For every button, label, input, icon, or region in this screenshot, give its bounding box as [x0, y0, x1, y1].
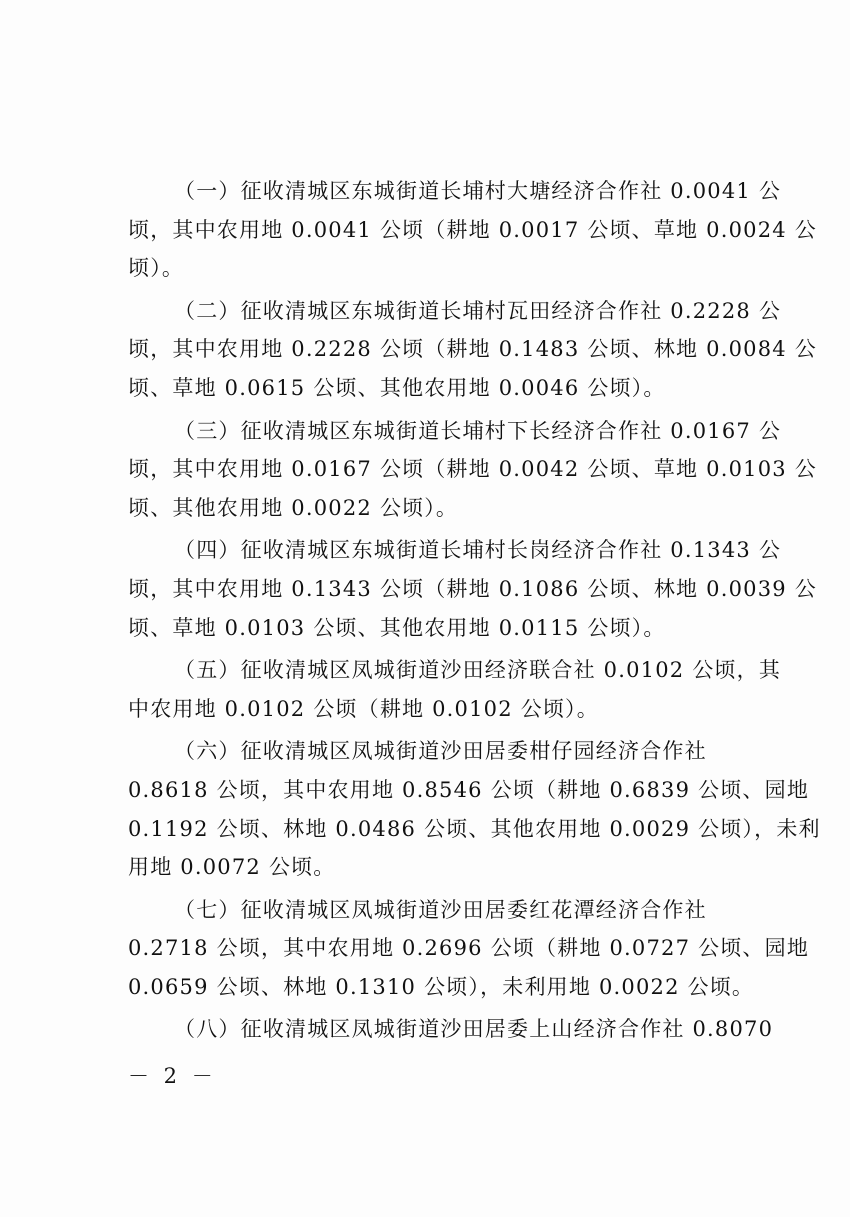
paragraph-1	[128, 172, 817, 288]
text-line: 顷，其中农用地 0.1343 公顷（耕地 0.1086 公顷、林地 0.0039 公	[128, 576, 817, 601]
text-line: 顷、草地 0.0103 公顷、其他农用地 0.0115 公顷）。	[128, 615, 666, 640]
text-line: 0.1192 公顷、林地 0.0486 公顷、其他农用地 0.0029 公顷），未利	[128, 816, 821, 841]
page-number: － 2 －	[128, 1064, 217, 1088]
text-line: 0.0659 公顷、林地 0.1310 公顷），未利用地 0.0022 公顷。	[128, 974, 755, 999]
text-line: 顷，其中农用地 0.0041 公顷（耕地 0.0017 公顷、草地 0.0024 公	[128, 217, 817, 242]
text-line: 顷）。	[128, 256, 185, 281]
text-line: （五）征收清城区凤城街道沙田经济联合社 0.0102 公顷，其	[174, 658, 782, 683]
paragraph-5	[128, 651, 782, 728]
paragraph-4	[128, 531, 817, 647]
paragraph-7	[128, 891, 810, 1007]
text-line: 顷、草地 0.0615 公顷、其他农用地 0.0046 公顷）。	[128, 375, 666, 400]
text-line: （七）征收清城区凤城街道沙田居委红花潭经济合作社	[174, 897, 707, 922]
body-text	[128, 172, 821, 1053]
paragraph-8	[128, 1010, 774, 1049]
text-line: （二）征收清城区东城街道长埔村瓦田经济合作社 0.2228 公	[174, 298, 782, 323]
text-line: 0.2718 公顷，其中农用地 0.2696 公顷（耕地 0.0727 公顷、园地	[128, 936, 810, 961]
text-line: （三）征收清城区东城街道长埔村下长经济合作社 0.0167 公	[174, 418, 782, 443]
paragraph-6	[128, 732, 821, 886]
text-line: 用地 0.0072 公顷。	[128, 855, 336, 880]
text-line: （一）征收清城区东城街道长埔村大塘经济合作社 0.0041 公	[174, 179, 782, 203]
paragraph-3	[128, 412, 817, 528]
text-line: 顷，其中农用地 0.0167 公顷（耕地 0.0042 公顷、草地 0.0103 公	[128, 457, 817, 482]
text-line: （八）征收清城区凤城街道沙田居委上山经济合作社 0.8070	[174, 1017, 774, 1042]
text-line: （四）征收清城区东城街道长埔村长岗经济合作社 0.1343 公	[174, 538, 782, 563]
text-line: 顷、其他农用地 0.0022 公顷）。	[128, 495, 459, 520]
text-line: 顷，其中农用地 0.2228 公顷（耕地 0.1483 公顷、林地 0.0084 公	[128, 337, 817, 362]
paragraph-2	[128, 292, 817, 408]
text-line: 0.8618 公顷，其中农用地 0.8546 公顷（耕地 0.6839 公顷、园地	[128, 777, 810, 802]
text-line: 中农用地 0.0102 公顷（耕地 0.0102 公顷）。	[128, 696, 599, 721]
text-line: （六）征收清城区凤城街道沙田居委柑仔园经济合作社	[174, 739, 707, 764]
